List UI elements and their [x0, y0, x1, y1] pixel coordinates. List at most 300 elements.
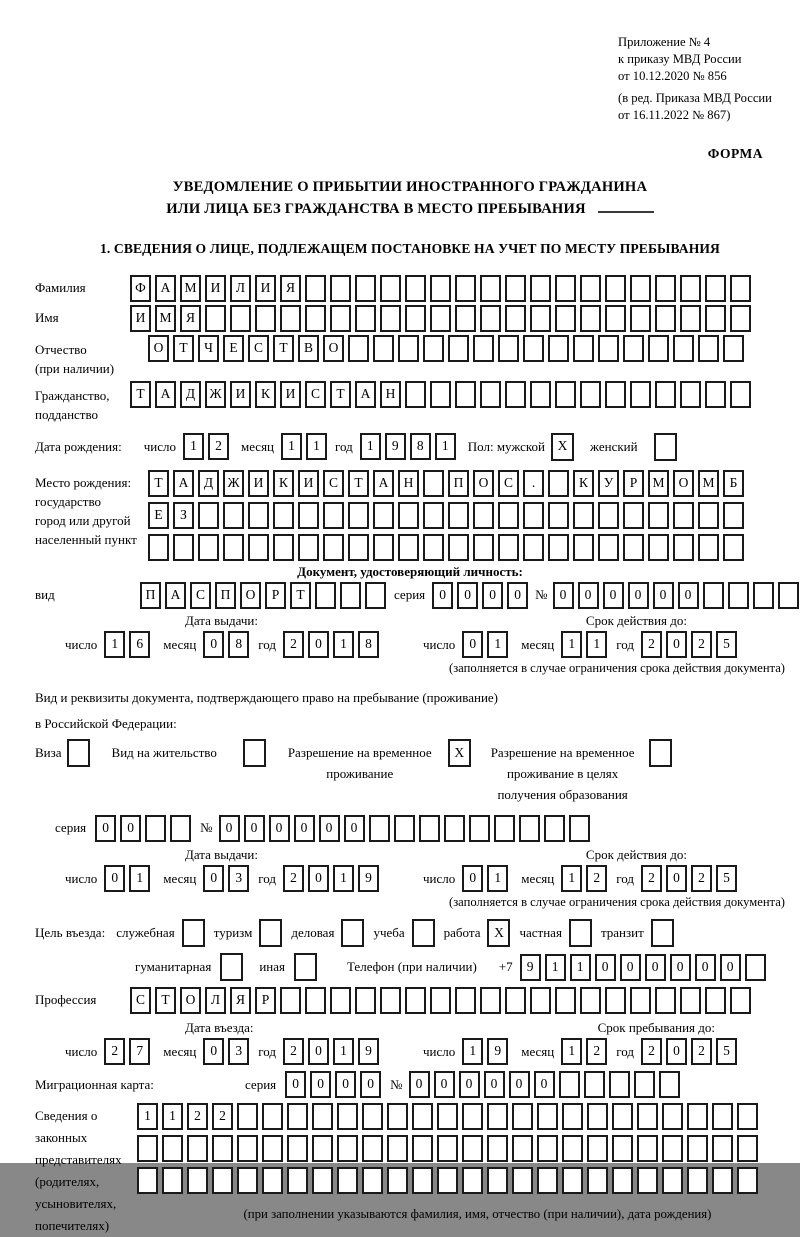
char-cell[interactable] — [634, 1071, 655, 1098]
char-cell[interactable]: 0 — [507, 582, 528, 609]
char-cell[interactable]: К — [255, 381, 276, 408]
char-cell[interactable]: . — [523, 470, 544, 497]
char-cell[interactable]: И — [205, 275, 226, 302]
char-cell[interactable] — [340, 582, 361, 609]
char-cell[interactable]: 2 — [641, 1038, 662, 1065]
char-cell[interactable] — [537, 1167, 558, 1194]
char-cell[interactable] — [648, 335, 669, 362]
char-cell[interactable] — [455, 275, 476, 302]
char-cell[interactable] — [373, 502, 394, 529]
char-cell[interactable] — [287, 1103, 308, 1130]
char-cell[interactable]: 2 — [187, 1103, 208, 1130]
visa-checkbox[interactable] — [67, 739, 90, 767]
char-cell[interactable]: И — [248, 470, 269, 497]
stay-day[interactable] — [462, 1038, 508, 1065]
char-cell[interactable]: 0 — [666, 1038, 687, 1065]
char-cell[interactable]: 0 — [95, 815, 116, 842]
char-cell[interactable] — [248, 502, 269, 529]
stay-year[interactable] — [641, 1038, 737, 1065]
char-cell[interactable] — [312, 1135, 333, 1162]
char-cell[interactable]: С — [498, 470, 519, 497]
residence-valid-day[interactable] — [462, 865, 508, 892]
char-cell[interactable] — [262, 1167, 283, 1194]
char-cell[interactable]: 6 — [129, 631, 150, 658]
char-cell[interactable] — [737, 1135, 758, 1162]
char-cell[interactable] — [480, 381, 501, 408]
char-cell[interactable]: 0 — [308, 1038, 329, 1065]
char-cell[interactable]: 1 — [561, 631, 582, 658]
char-cell[interactable] — [312, 1103, 333, 1130]
char-cell[interactable] — [648, 534, 669, 561]
char-cell[interactable] — [212, 1135, 233, 1162]
char-cell[interactable] — [662, 1167, 683, 1194]
char-cell[interactable]: 1 — [333, 1038, 354, 1065]
residence-issue-year[interactable] — [283, 865, 379, 892]
char-cell[interactable]: 0 — [482, 582, 503, 609]
profession-input[interactable] — [130, 987, 751, 1014]
iddoc-valid-month[interactable] — [561, 631, 607, 658]
char-cell[interactable] — [337, 1135, 358, 1162]
char-cell[interactable] — [612, 1167, 633, 1194]
char-cell[interactable] — [473, 502, 494, 529]
checkbox-cell[interactable] — [243, 739, 266, 767]
representatives-input-line3[interactable] — [137, 1167, 758, 1194]
entry-day[interactable] — [104, 1038, 150, 1065]
char-cell[interactable]: В — [298, 335, 319, 362]
char-cell[interactable] — [398, 534, 419, 561]
char-cell[interactable] — [523, 534, 544, 561]
char-cell[interactable]: 0 — [720, 954, 741, 981]
entry-month[interactable] — [203, 1038, 249, 1065]
char-cell[interactable] — [562, 1135, 583, 1162]
checkbox-cell[interactable]: X — [551, 433, 574, 461]
char-cell[interactable]: Р — [623, 470, 644, 497]
char-cell[interactable]: 2 — [283, 631, 304, 658]
char-cell[interactable]: 2 — [283, 1038, 304, 1065]
char-cell[interactable] — [555, 275, 576, 302]
char-cell[interactable] — [373, 335, 394, 362]
char-cell[interactable]: Т — [273, 335, 294, 362]
char-cell[interactable] — [655, 275, 676, 302]
residence-number-input[interactable] — [219, 815, 590, 842]
char-cell[interactable]: И — [130, 305, 151, 332]
char-cell[interactable] — [323, 502, 344, 529]
checkbox-cell[interactable] — [182, 919, 205, 947]
char-cell[interactable]: 0 — [620, 954, 641, 981]
char-cell[interactable] — [273, 502, 294, 529]
purpose-official-checkbox[interactable] — [182, 919, 205, 947]
char-cell[interactable] — [255, 305, 276, 332]
char-cell[interactable]: Я — [280, 275, 301, 302]
char-cell[interactable]: 1 — [487, 865, 508, 892]
checkbox-cell[interactable] — [220, 953, 243, 981]
char-cell[interactable]: 8 — [358, 631, 379, 658]
char-cell[interactable] — [498, 534, 519, 561]
char-cell[interactable] — [394, 815, 415, 842]
birthplace-input-line2[interactable] — [148, 502, 744, 529]
char-cell[interactable]: 0 — [509, 1071, 530, 1098]
char-cell[interactable] — [462, 1135, 483, 1162]
residence-valid-year[interactable] — [641, 865, 737, 892]
checkbox-cell[interactable] — [259, 919, 282, 947]
char-cell[interactable]: М — [155, 305, 176, 332]
char-cell[interactable]: 2 — [691, 631, 712, 658]
char-cell[interactable] — [630, 987, 651, 1014]
char-cell[interactable]: Л — [205, 987, 226, 1014]
iddoc-issue-month[interactable] — [203, 631, 249, 658]
char-cell[interactable] — [662, 1135, 683, 1162]
char-cell[interactable] — [562, 1167, 583, 1194]
char-cell[interactable]: Е — [148, 502, 169, 529]
char-cell[interactable] — [505, 305, 526, 332]
char-cell[interactable] — [605, 381, 626, 408]
purpose-private-checkbox[interactable] — [569, 919, 592, 947]
char-cell[interactable] — [498, 335, 519, 362]
sex-male-checkbox[interactable] — [551, 433, 574, 461]
char-cell[interactable] — [448, 335, 469, 362]
char-cell[interactable]: 9 — [385, 433, 406, 460]
char-cell[interactable]: 5 — [716, 1038, 737, 1065]
iddoc-issue-day[interactable] — [104, 631, 150, 658]
char-cell[interactable] — [480, 305, 501, 332]
char-cell[interactable] — [337, 1167, 358, 1194]
char-cell[interactable] — [315, 582, 336, 609]
char-cell[interactable]: 2 — [586, 1038, 607, 1065]
char-cell[interactable]: О — [673, 470, 694, 497]
char-cell[interactable] — [455, 987, 476, 1014]
char-cell[interactable] — [305, 987, 326, 1014]
migration-series-input[interactable] — [285, 1071, 381, 1098]
char-cell[interactable] — [237, 1167, 258, 1194]
char-cell[interactable]: 0 — [360, 1071, 381, 1098]
char-cell[interactable] — [473, 335, 494, 362]
purpose-humanitarian-checkbox[interactable] — [220, 953, 243, 981]
char-cell[interactable] — [778, 582, 799, 609]
char-cell[interactable] — [212, 1167, 233, 1194]
char-cell[interactable] — [580, 987, 601, 1014]
char-cell[interactable]: 0 — [534, 1071, 555, 1098]
char-cell[interactable]: 0 — [462, 631, 483, 658]
char-cell[interactable]: 0 — [670, 954, 691, 981]
char-cell[interactable] — [587, 1103, 608, 1130]
char-cell[interactable] — [430, 305, 451, 332]
char-cell[interactable]: 9 — [520, 954, 541, 981]
char-cell[interactable] — [548, 534, 569, 561]
char-cell[interactable]: И — [280, 381, 301, 408]
char-cell[interactable] — [423, 470, 444, 497]
char-cell[interactable]: 0 — [219, 815, 240, 842]
char-cell[interactable] — [387, 1103, 408, 1130]
char-cell[interactable]: А — [155, 381, 176, 408]
char-cell[interactable] — [448, 534, 469, 561]
char-cell[interactable] — [419, 815, 440, 842]
char-cell[interactable]: Т — [348, 470, 369, 497]
char-cell[interactable] — [612, 1103, 633, 1130]
char-cell[interactable] — [412, 1103, 433, 1130]
char-cell[interactable] — [398, 502, 419, 529]
char-cell[interactable] — [494, 815, 515, 842]
char-cell[interactable] — [623, 335, 644, 362]
char-cell[interactable] — [262, 1103, 283, 1130]
char-cell[interactable] — [198, 534, 219, 561]
checkbox-cell[interactable] — [569, 919, 592, 947]
char-cell[interactable] — [745, 954, 766, 981]
char-cell[interactable] — [512, 1103, 533, 1130]
char-cell[interactable]: П — [215, 582, 236, 609]
char-cell[interactable]: 1 — [129, 865, 150, 892]
char-cell[interactable]: С — [305, 381, 326, 408]
char-cell[interactable] — [262, 1135, 283, 1162]
char-cell[interactable]: 0 — [104, 865, 125, 892]
char-cell[interactable] — [698, 534, 719, 561]
char-cell[interactable] — [369, 815, 390, 842]
char-cell[interactable]: Н — [398, 470, 419, 497]
char-cell[interactable]: 1 — [545, 954, 566, 981]
char-cell[interactable]: Т — [290, 582, 311, 609]
char-cell[interactable]: Т — [173, 335, 194, 362]
char-cell[interactable]: Л — [230, 275, 251, 302]
firstname-input[interactable] — [130, 305, 751, 332]
rvp-checkbox[interactable] — [448, 739, 471, 767]
doc-number-input[interactable] — [553, 582, 799, 609]
char-cell[interactable]: С — [190, 582, 211, 609]
char-cell[interactable]: 0 — [595, 954, 616, 981]
char-cell[interactable]: 0 — [434, 1071, 455, 1098]
char-cell[interactable] — [730, 275, 751, 302]
char-cell[interactable] — [573, 502, 594, 529]
char-cell[interactable] — [387, 1167, 408, 1194]
char-cell[interactable]: 2 — [212, 1103, 233, 1130]
char-cell[interactable]: С — [248, 335, 269, 362]
char-cell[interactable]: 0 — [294, 815, 315, 842]
residence-series-input[interactable] — [95, 815, 191, 842]
char-cell[interactable] — [728, 582, 749, 609]
char-cell[interactable]: 0 — [308, 631, 329, 658]
char-cell[interactable] — [609, 1071, 630, 1098]
char-cell[interactable] — [523, 335, 544, 362]
char-cell[interactable] — [680, 275, 701, 302]
char-cell[interactable]: 0 — [335, 1071, 356, 1098]
char-cell[interactable] — [237, 1135, 258, 1162]
char-cell[interactable] — [237, 1103, 258, 1130]
char-cell[interactable] — [480, 275, 501, 302]
char-cell[interactable]: 0 — [459, 1071, 480, 1098]
char-cell[interactable]: 0 — [203, 631, 224, 658]
char-cell[interactable] — [387, 1135, 408, 1162]
char-cell[interactable] — [455, 381, 476, 408]
char-cell[interactable] — [362, 1167, 383, 1194]
char-cell[interactable]: 1 — [487, 631, 508, 658]
residence-issue-day[interactable] — [104, 865, 150, 892]
char-cell[interactable] — [569, 815, 590, 842]
char-cell[interactable] — [680, 381, 701, 408]
checkbox-cell[interactable] — [651, 919, 674, 947]
char-cell[interactable]: 0 — [409, 1071, 430, 1098]
char-cell[interactable] — [362, 1103, 383, 1130]
char-cell[interactable] — [555, 381, 576, 408]
char-cell[interactable] — [655, 305, 676, 332]
char-cell[interactable] — [462, 1167, 483, 1194]
birthplace-input-line3[interactable] — [148, 534, 744, 561]
char-cell[interactable] — [448, 502, 469, 529]
char-cell[interactable]: 2 — [691, 1038, 712, 1065]
phone-input[interactable] — [520, 954, 766, 981]
char-cell[interactable]: А — [373, 470, 394, 497]
char-cell[interactable] — [137, 1135, 158, 1162]
char-cell[interactable] — [705, 381, 726, 408]
char-cell[interactable]: 0 — [553, 582, 574, 609]
char-cell[interactable] — [623, 534, 644, 561]
char-cell[interactable]: Е — [223, 335, 244, 362]
stay-month[interactable] — [561, 1038, 607, 1065]
purpose-tourism-checkbox[interactable] — [259, 919, 282, 947]
char-cell[interactable]: А — [165, 582, 186, 609]
purpose-work-checkbox[interactable] — [487, 919, 510, 947]
char-cell[interactable]: 0 — [653, 582, 674, 609]
char-cell[interactable] — [162, 1167, 183, 1194]
char-cell[interactable]: 1 — [462, 1038, 483, 1065]
birth-year-input[interactable] — [360, 433, 456, 460]
char-cell[interactable] — [287, 1135, 308, 1162]
checkbox-cell[interactable]: X — [487, 919, 510, 947]
char-cell[interactable] — [437, 1103, 458, 1130]
char-cell[interactable]: 3 — [228, 1038, 249, 1065]
char-cell[interactable] — [498, 502, 519, 529]
char-cell[interactable] — [412, 1135, 433, 1162]
char-cell[interactable] — [648, 502, 669, 529]
char-cell[interactable] — [505, 275, 526, 302]
char-cell[interactable]: 1 — [104, 631, 125, 658]
char-cell[interactable]: 3 — [228, 865, 249, 892]
char-cell[interactable]: 1 — [360, 433, 381, 460]
char-cell[interactable]: А — [355, 381, 376, 408]
char-cell[interactable] — [170, 815, 191, 842]
char-cell[interactable] — [512, 1167, 533, 1194]
char-cell[interactable] — [705, 305, 726, 332]
char-cell[interactable] — [530, 275, 551, 302]
char-cell[interactable]: Т — [330, 381, 351, 408]
char-cell[interactable] — [712, 1103, 733, 1130]
char-cell[interactable]: З — [173, 502, 194, 529]
char-cell[interactable] — [605, 275, 626, 302]
char-cell[interactable] — [437, 1135, 458, 1162]
char-cell[interactable] — [737, 1167, 758, 1194]
char-cell[interactable]: К — [273, 470, 294, 497]
char-cell[interactable]: 2 — [641, 865, 662, 892]
char-cell[interactable] — [355, 987, 376, 1014]
char-cell[interactable]: 0 — [344, 815, 365, 842]
char-cell[interactable] — [469, 815, 490, 842]
char-cell[interactable] — [753, 582, 774, 609]
char-cell[interactable] — [637, 1103, 658, 1130]
char-cell[interactable] — [355, 275, 376, 302]
char-cell[interactable]: 2 — [208, 433, 229, 460]
representatives-input-line2[interactable] — [137, 1135, 758, 1162]
char-cell[interactable]: 0 — [695, 954, 716, 981]
char-cell[interactable]: 0 — [269, 815, 290, 842]
char-cell[interactable] — [137, 1167, 158, 1194]
char-cell[interactable]: 9 — [358, 865, 379, 892]
purpose-transit-checkbox[interactable] — [651, 919, 674, 947]
char-cell[interactable] — [573, 335, 594, 362]
char-cell[interactable] — [430, 381, 451, 408]
char-cell[interactable] — [148, 534, 169, 561]
char-cell[interactable]: Д — [198, 470, 219, 497]
char-cell[interactable]: 2 — [283, 865, 304, 892]
checkbox-cell[interactable] — [341, 919, 364, 947]
char-cell[interactable]: Я — [180, 305, 201, 332]
char-cell[interactable] — [730, 305, 751, 332]
char-cell[interactable] — [598, 502, 619, 529]
residence-valid-month[interactable] — [561, 865, 607, 892]
char-cell[interactable]: М — [180, 275, 201, 302]
checkbox-cell[interactable] — [294, 953, 317, 981]
char-cell[interactable] — [430, 275, 451, 302]
char-cell[interactable] — [548, 470, 569, 497]
char-cell[interactable] — [398, 335, 419, 362]
char-cell[interactable]: И — [255, 275, 276, 302]
char-cell[interactable] — [312, 1167, 333, 1194]
char-cell[interactable] — [703, 582, 724, 609]
char-cell[interactable] — [198, 502, 219, 529]
char-cell[interactable]: О — [473, 470, 494, 497]
char-cell[interactable] — [380, 987, 401, 1014]
char-cell[interactable] — [437, 1167, 458, 1194]
char-cell[interactable]: Т — [155, 987, 176, 1014]
char-cell[interactable] — [659, 1071, 680, 1098]
char-cell[interactable] — [544, 815, 565, 842]
char-cell[interactable]: 8 — [410, 433, 431, 460]
char-cell[interactable] — [723, 335, 744, 362]
char-cell[interactable]: 0 — [603, 582, 624, 609]
char-cell[interactable] — [705, 987, 726, 1014]
char-cell[interactable] — [730, 987, 751, 1014]
char-cell[interactable] — [323, 534, 344, 561]
char-cell[interactable] — [473, 534, 494, 561]
char-cell[interactable] — [555, 305, 576, 332]
checkbox-cell[interactable]: X — [448, 739, 471, 767]
char-cell[interactable] — [248, 534, 269, 561]
char-cell[interactable] — [348, 502, 369, 529]
char-cell[interactable]: О — [323, 335, 344, 362]
entry-year[interactable] — [283, 1038, 379, 1065]
char-cell[interactable]: Р — [255, 987, 276, 1014]
char-cell[interactable]: 0 — [666, 865, 687, 892]
char-cell[interactable]: 0 — [310, 1071, 331, 1098]
char-cell[interactable]: Т — [148, 470, 169, 497]
char-cell[interactable] — [380, 275, 401, 302]
char-cell[interactable]: 5 — [716, 631, 737, 658]
char-cell[interactable]: О — [240, 582, 261, 609]
char-cell[interactable]: С — [323, 470, 344, 497]
char-cell[interactable] — [523, 502, 544, 529]
char-cell[interactable] — [698, 502, 719, 529]
char-cell[interactable] — [405, 275, 426, 302]
char-cell[interactable]: П — [448, 470, 469, 497]
char-cell[interactable]: 0 — [244, 815, 265, 842]
char-cell[interactable] — [598, 335, 619, 362]
char-cell[interactable]: 1 — [183, 433, 204, 460]
char-cell[interactable] — [273, 534, 294, 561]
char-cell[interactable] — [687, 1167, 708, 1194]
char-cell[interactable] — [373, 534, 394, 561]
char-cell[interactable] — [580, 381, 601, 408]
char-cell[interactable]: 0 — [484, 1071, 505, 1098]
char-cell[interactable]: 5 — [716, 865, 737, 892]
char-cell[interactable] — [573, 534, 594, 561]
char-cell[interactable]: 0 — [462, 865, 483, 892]
char-cell[interactable]: 2 — [104, 1038, 125, 1065]
